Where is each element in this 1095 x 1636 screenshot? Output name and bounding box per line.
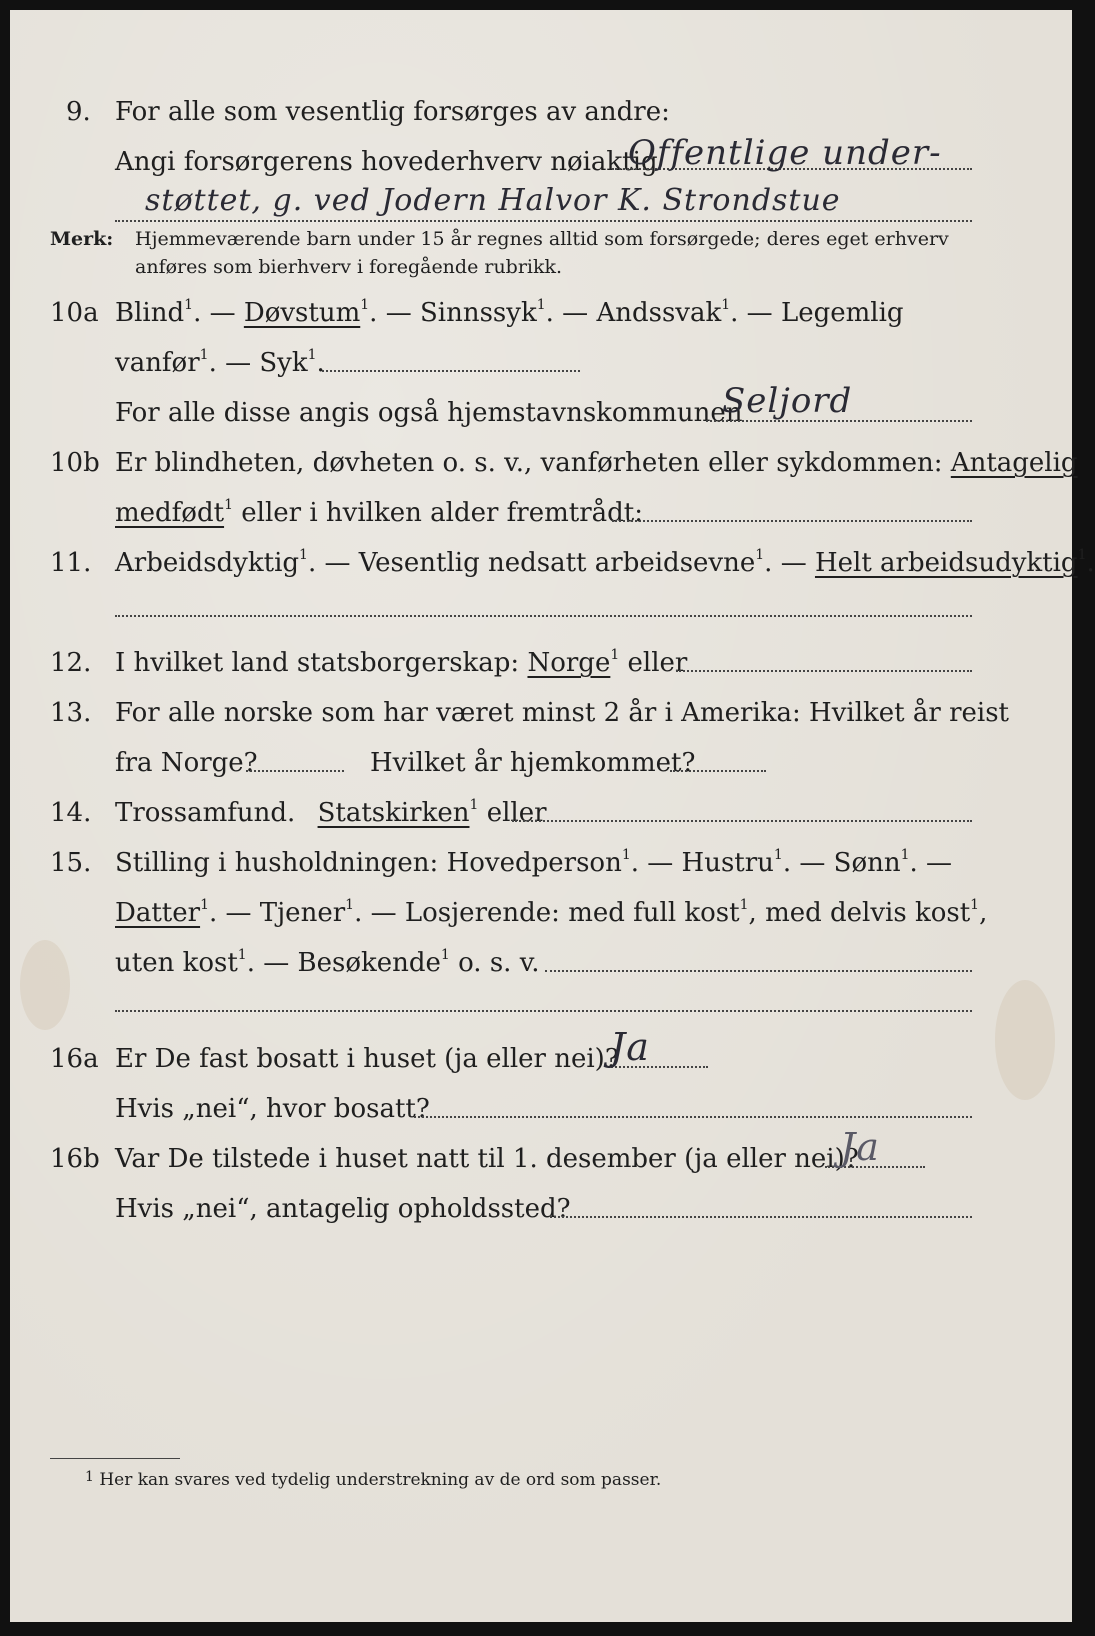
question-text: Hvilket år hjemkommet? <box>370 748 696 778</box>
question-number: 14. <box>50 798 92 828</box>
answer-line <box>612 520 972 522</box>
question-text: medfødt$^1$ eller i hvilken alder fremtrådt: <box>115 497 644 528</box>
question-number: 16b <box>50 1144 100 1174</box>
selected-option: Norge <box>527 648 611 678</box>
footnote-rule <box>50 1458 180 1459</box>
question-text: Hvis „nei“, antagelig opholdssted? <box>115 1194 571 1224</box>
question-number: 10a <box>50 298 99 328</box>
question-text: Stilling i husholdningen: Hovedperson$^1$. — Hustru$^1$. — Sønn$^1$. — <box>115 847 953 878</box>
question-number: 9. <box>66 97 91 127</box>
question-text: For alle norske som har været minst 2 år i Amerika: Hvilket år reist <box>115 698 1009 728</box>
footnote: $^1$ Her kan svares ved tydelig understrekning av de ord som passer. <box>85 1469 662 1490</box>
question-text: Er blindheten, døvheten o. s. v., vanførheten eller sykdommen: Antagelig <box>115 448 1078 478</box>
question-text: For alle som vesentlig forsørges av andre: <box>115 97 670 127</box>
answer-line <box>322 370 580 372</box>
selected-option: Helt arbeidsudyktig <box>814 548 1078 578</box>
question-text: uten kost$^1$. — Besøkende$^1$ o. s. v. <box>115 947 540 978</box>
note-text: anføres som bierhverv i foregående rubrikk. <box>135 256 563 278</box>
note-text: Hjemmeværende barn under 15 år regnes alltid som forsørgede; deres eget erhverv <box>135 228 949 250</box>
question-number: 10b <box>50 448 100 478</box>
census-form-page <box>10 10 1095 1622</box>
answer-line <box>115 615 972 617</box>
question-number: 12. <box>50 648 92 678</box>
question-text: Er De fast bosatt i huset (ja eller nei)? <box>115 1044 619 1074</box>
answer-line <box>512 820 972 822</box>
selected-option: Antagelig <box>950 448 1078 478</box>
answer-line <box>115 1010 972 1012</box>
handwritten-answer: Ja <box>610 1025 650 1069</box>
question-number: 11. <box>50 548 92 578</box>
answer-line <box>545 970 972 972</box>
handwritten-answer: Offentlige under- <box>628 133 942 173</box>
question-number: 15. <box>50 848 92 878</box>
handwritten-answer: støttet, g. ved Jodern Halvor K. Strondstue <box>145 183 841 218</box>
question-text: fra Norge? <box>115 748 258 778</box>
answer-line <box>414 1116 972 1118</box>
question-text: Blind$^1$. — Døvstum$^1$. — Sinnssyk$^1$. — Andssvak$^1$. — Legemlig <box>115 297 904 328</box>
answer-line <box>676 670 972 672</box>
question-text: Angi forsørgerens hovederhverv nøiaktig <box>115 147 658 177</box>
handwritten-answer: Ja <box>840 1125 880 1169</box>
paper-stain <box>20 940 70 1030</box>
question-number: 13. <box>50 698 92 728</box>
question-text: Hvis „nei“, hvor bosatt? <box>115 1094 430 1124</box>
paper-stain <box>995 980 1055 1100</box>
note-label: Merk: <box>50 228 114 250</box>
question-text: Var De tilstede i huset natt til 1. desember (ja eller nei)? <box>115 1144 859 1174</box>
selected-option: Statskirken <box>317 798 470 828</box>
question-text: Datter$^1$. — Tjener$^1$. — Losjerende: med full kost$^1$, med delvis kost$^1$, <box>115 897 988 928</box>
question-text: I hvilket land statsborgerskap: Norge$^1$ eller <box>115 647 688 678</box>
selected-option: Døvstum <box>243 298 361 328</box>
question-number: 16a <box>50 1044 99 1074</box>
question-text: Trossamfund. Statskirken$^1$ eller <box>115 797 547 828</box>
question-text: vanfør$^1$. — Syk$^1$. <box>115 347 325 378</box>
answer-line <box>115 220 972 222</box>
question-text: Arbeidsdyktig$^1$. — Vesentlig nedsatt arbeidsevne$^1$. — Helt arbeidsudyktig$^1$. <box>115 547 1095 578</box>
answer-line <box>246 770 344 772</box>
answer-line <box>550 1216 972 1218</box>
selected-option: Datter <box>115 898 201 928</box>
question-text: For alle disse angis også hjemstavnskommunen <box>115 398 743 428</box>
answer-line <box>670 770 766 772</box>
handwritten-answer: Seljord <box>722 381 853 421</box>
selected-option: medfødt <box>115 498 225 528</box>
